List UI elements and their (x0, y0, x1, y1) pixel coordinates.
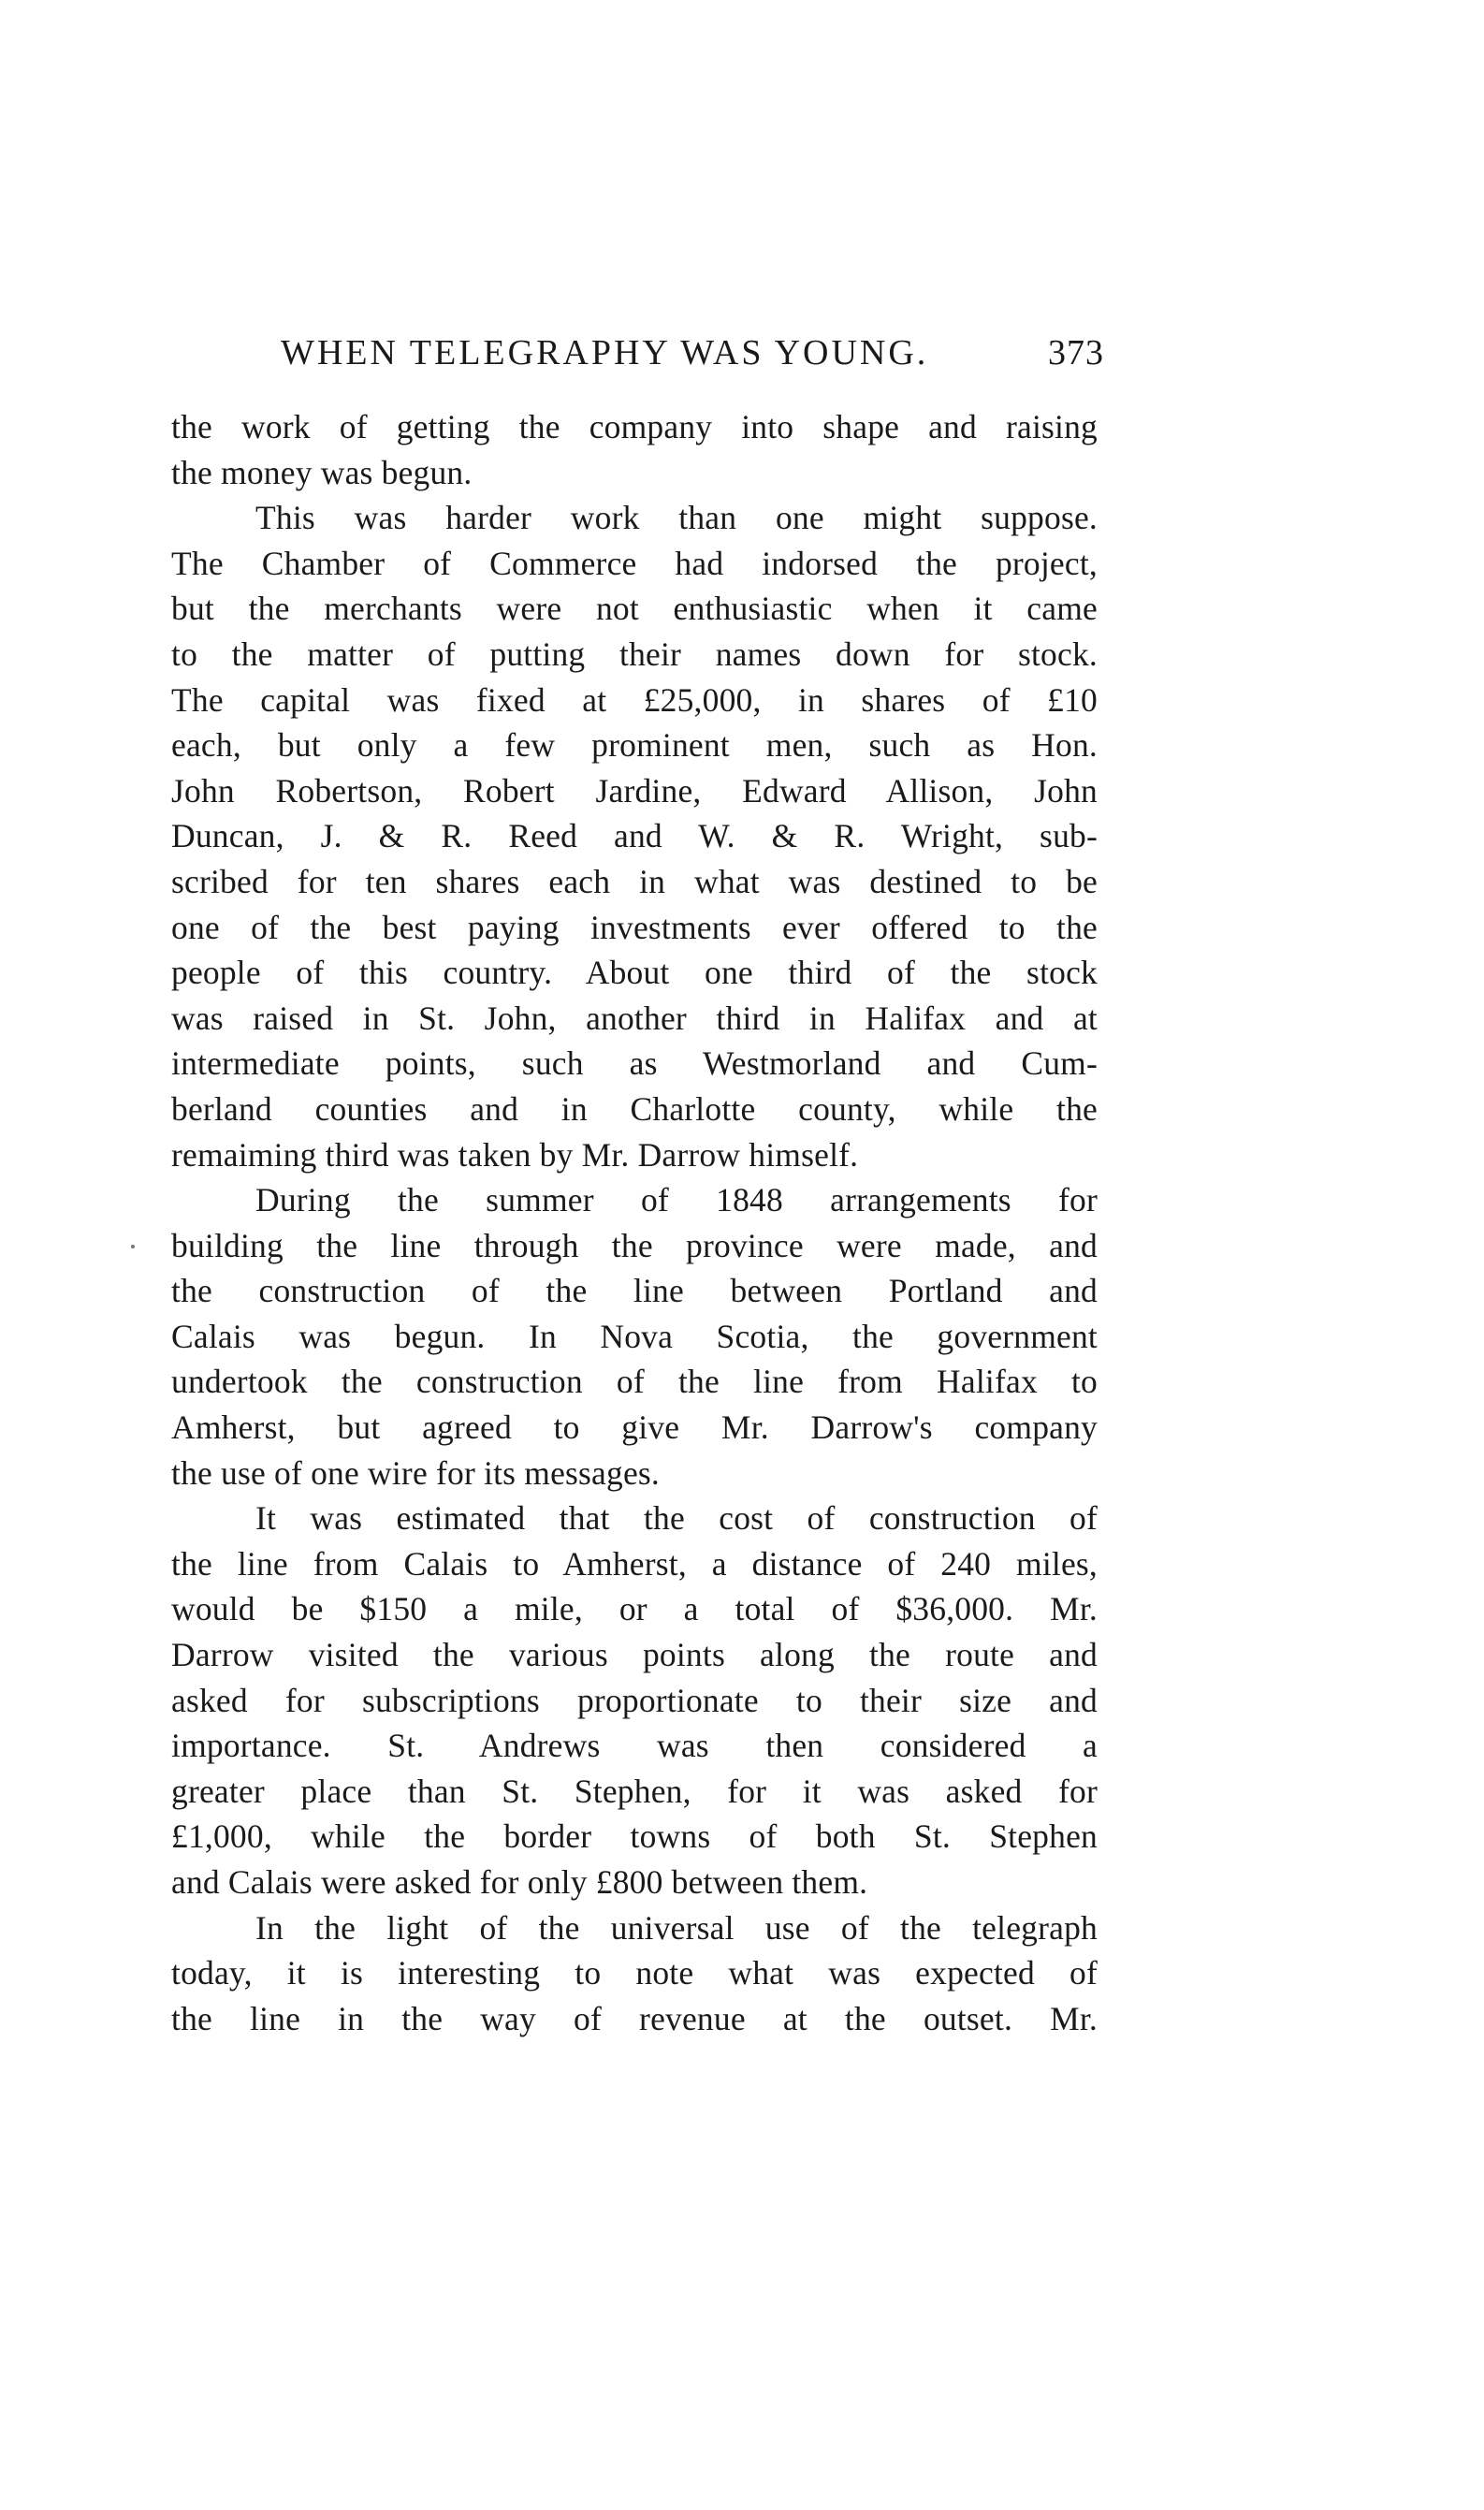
text-line: but the merchants were not enthusiastic when it came (171, 590, 1098, 628)
text-line: intermediate points, such as Westmorland and Cum- (171, 1044, 1098, 1083)
text-line: undertook the construction of the line from Halifax to (171, 1363, 1098, 1401)
paragraph-start-line: It was estimated that the cost of construction of (255, 1499, 1098, 1538)
text-line: The capital was fixed at £25,000, in shares of £10 (171, 680, 1098, 719)
text-line: greater place than St. Stephen, for it was asked for (171, 1772, 1098, 1810)
text-line: the construction of the line between Portland and (171, 1272, 1098, 1310)
text-line: the work of getting the company into shape and raising (171, 408, 1098, 445)
text-line: Darrow visited the various points along the route and (171, 1636, 1098, 1674)
text-line: today, it is interesting to note what was expected of (171, 1954, 1098, 1992)
text-line: asked for subscriptions proportionate to their size and (171, 1681, 1098, 1719)
paragraph-start-line: During the summer of 1848 arrangements for (255, 1181, 1098, 1219)
body-text (171, 404, 1098, 2041)
text-line: £1,000, while the border towns of both St. Stephen (171, 1817, 1098, 1856)
text-line: John Robertson, Robert Jardine, Edward Allison, John (171, 771, 1098, 810)
text-line: the line from Calais to Amherst, a distance of 240 miles, (171, 1544, 1098, 1583)
running-head (281, 332, 1104, 388)
text-line: each, but only a few prominent men, such as Hon. (171, 726, 1098, 765)
margin-mark (131, 1245, 135, 1248)
paragraph-start-line: In the light of the universal use of the telegraph (255, 1908, 1098, 1947)
text-line: importance. St. Andrews was then considered a (171, 1727, 1098, 1765)
text-line: Duncan, J. & R. Reed and W. & R. Wright, sub- (171, 817, 1098, 855)
text-line: berland counties and in Charlotte county, while the (171, 1089, 1098, 1128)
text-line: remaiming third was taken by Mr. Darrow himself. (171, 1135, 859, 1174)
text-line: Amherst, but agreed to give Mr. Darrow's company (171, 1408, 1098, 1447)
text-line: was raised in St. John, another third in Halifax and at (171, 999, 1098, 1037)
paragraph-start-line: This was harder work than one might suppose. (255, 499, 1098, 537)
running-title: WHEN TELEGRAPHY WAS YOUNG. (281, 333, 929, 372)
text-line: the money was begun. (171, 453, 473, 491)
text-line: one of the best paying investments ever offered to the (171, 908, 1098, 946)
text-line: and Calais were asked for only £800 between them. (171, 1863, 868, 1901)
page-number: 373 (1048, 333, 1104, 372)
text-line: people of this country. About one third of the stock (171, 954, 1098, 992)
text-line: Calais was begun. In Nova Scotia, the government (171, 1317, 1098, 1355)
text-line: building the line through the province were made, and (171, 1226, 1098, 1264)
text-line: The Chamber of Commerce had indorsed the project, (171, 544, 1098, 582)
text-line: the use of one wire for its messages. (171, 1453, 661, 1492)
text-line: scribed for ten shares each in what was destined to be (171, 862, 1098, 900)
text-line: the line in the way of revenue at the outset. Mr. (171, 1999, 1098, 2037)
text-line: to the matter of putting their names down for stock. (171, 635, 1098, 673)
text-line: would be $150 a mile, or a total of $36,000. Mr. (171, 1590, 1098, 1628)
